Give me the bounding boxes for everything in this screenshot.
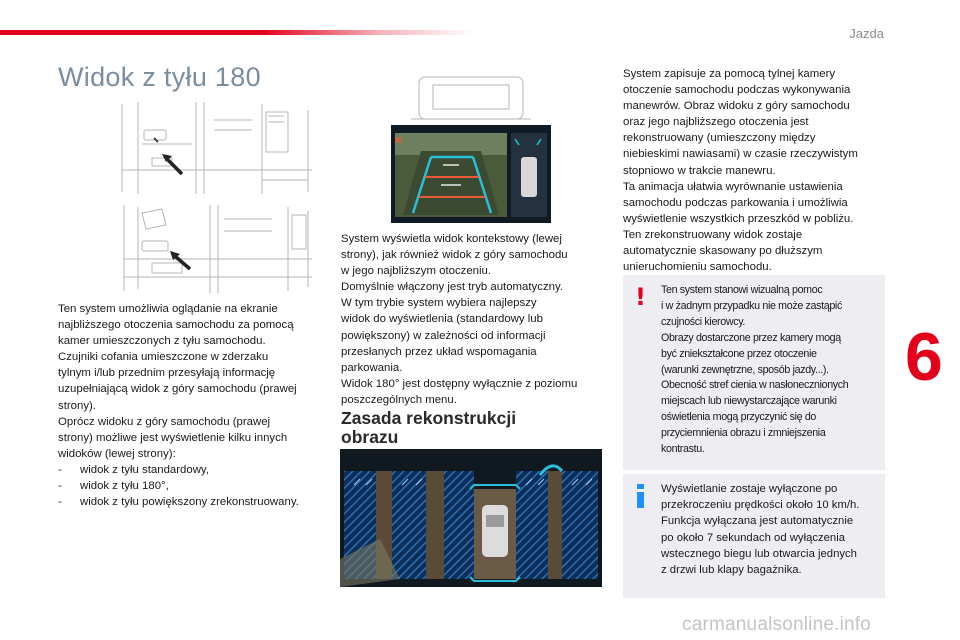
text-line: i w żadnym przypadku nie może zastąpić	[661, 299, 842, 312]
text-line: oświetlenia mogą przyczynić się do	[661, 411, 817, 424]
text-line: Ta animacja ułatwia wyrównanie ustawienia	[623, 180, 843, 193]
text-line: wyświetlenie wszystkich przeszkód w pobliżu.	[623, 212, 854, 225]
list-item: - widok z tyłu standardowy,	[58, 463, 209, 476]
text-line: Czujniki cofania umieszczone w zderzaku	[58, 351, 269, 364]
text-line: wstecznego biegu lub otwarcia jednych	[661, 547, 857, 560]
text-line: System wyświetla widok kontekstowy (lewej	[341, 233, 562, 245]
text-line: po około 7 sekundach od wyłączenia	[661, 531, 846, 544]
text-line: niebieskimi nawiasami) w czasie rzeczywistym	[623, 148, 858, 161]
text-line: manewrów. Obraz widoku z góry samochodu	[623, 100, 850, 113]
text-line: powiększony) w zależności od informacji	[341, 329, 546, 342]
camera-display-illustration	[391, 75, 551, 225]
text-line: przyciemnienia obrazu i zmniejszenia	[661, 427, 826, 440]
header-accent-bar	[0, 30, 475, 35]
text-line: Obrazy dostarczone przez kamery mogą	[661, 331, 841, 344]
text-line: strony) możliwe jest wyświetlenie kilku innych	[58, 431, 288, 444]
text-line: parkowania.	[341, 361, 403, 374]
text-line: najbliższego otoczenia samochodu za pomocą	[58, 319, 294, 332]
text-line: Domyślnie włączony jest tryb automatyczny.	[341, 281, 563, 294]
text-line: Ten zrekonstruowany widok zostaje	[623, 228, 803, 241]
list-item: - widok z tyłu powiększony zrekonstruowany.	[58, 496, 299, 509]
text-line: tylnym i/lub przednim przesyłają informację	[58, 367, 276, 380]
text-line: otoczenie samochodu podczas wykonywania	[623, 84, 851, 97]
warning-icon: !	[635, 283, 646, 311]
text-line: (warunki zewnętrzne, sposób jazdy...).	[661, 363, 829, 376]
text-line: strony), jak również widok z góry samochodu	[341, 249, 568, 262]
text-line: unieruchomieniu samochodu.	[623, 261, 772, 274]
text-line: być zniekształcone przez otoczenie	[661, 347, 817, 360]
info-icon	[637, 484, 644, 508]
car-top-view	[482, 505, 508, 557]
page-title: Widok z tyłu 180	[58, 62, 261, 92]
text-line: Wyświetlanie zostaje wyłączone po	[661, 483, 838, 495]
van-rear-bumper-illustration	[112, 203, 320, 295]
text-line: strony).	[58, 399, 96, 412]
text-line: W tym trybie system wybiera najlepszy	[341, 297, 537, 310]
text-line: kontrastu.	[661, 443, 705, 456]
text-line: automatycznie skasowany po dłuższym	[623, 245, 823, 258]
camera-pointer-arrow-1	[168, 160, 182, 174]
text-line: Funkcja wyłączana jest automatycznie	[661, 515, 854, 528]
text-line: Widok 180° jest dostępny wyłącznie z poziomu	[341, 377, 578, 390]
section-label: Jazda	[849, 26, 884, 41]
watermark-text: carmanualsonline.info	[682, 614, 872, 635]
intro-text	[58, 301, 323, 510]
section-heading: Zasada rekonstrukcji obrazu	[341, 408, 517, 447]
text-line: samochodu podczas parkowania i umożliwia	[623, 196, 848, 209]
text-line: widoków (lewej strony):	[58, 447, 176, 460]
view-list	[58, 462, 323, 510]
text-line: czujności kierowcy.	[661, 315, 746, 328]
reconstruction-text	[623, 66, 885, 275]
text-line: oraz jego najbliższego otoczenia jest	[623, 116, 809, 129]
text-line: Ten system stanowi wizualną pomoc	[661, 284, 823, 296]
warning-note	[623, 275, 885, 470]
chapter-number: 6	[905, 319, 943, 395]
description-text	[341, 231, 603, 408]
text-line: Ten system umożliwia oglądanie na ekranie	[58, 303, 278, 315]
text-line: Oprócz widoku z góry samochodu (prawej	[58, 415, 271, 428]
text-line: przesłanych przez układ wspomagania	[341, 345, 537, 358]
text-line: w jego najbliższym otoczeniu.	[341, 265, 492, 278]
text-line: kamer umieszczonych z tyłu samochodu.	[58, 335, 266, 348]
text-line: stopniowo w trakcie manewru.	[623, 164, 776, 177]
reconstruction-diagram	[340, 449, 602, 587]
text-line: widok do wyświetlenia (standardowy lub	[341, 313, 543, 326]
van-rear-door-illustration	[112, 100, 320, 196]
text-line: przekroczeniu prędkości około 10 km/h.	[661, 499, 860, 512]
text-line: z drzwi lub klapy bagażnika.	[661, 564, 802, 577]
text-line: miejscach lub niewystarczające warunki	[661, 395, 837, 408]
text-line: rekonstruowany (umieszczony między	[623, 132, 816, 145]
list-item: - widok z tyłu 180°,	[58, 480, 169, 493]
text-line: uzupełniającą widok z góry samochodu (prawej	[58, 383, 297, 396]
info-note	[623, 474, 885, 598]
text-line: Obecność stref cienia w nasłonecznionych	[661, 379, 849, 392]
text-line: poszczególnych menu.	[341, 393, 457, 406]
text-line: System zapisuje za pomocą tylnej kamery	[623, 68, 836, 80]
